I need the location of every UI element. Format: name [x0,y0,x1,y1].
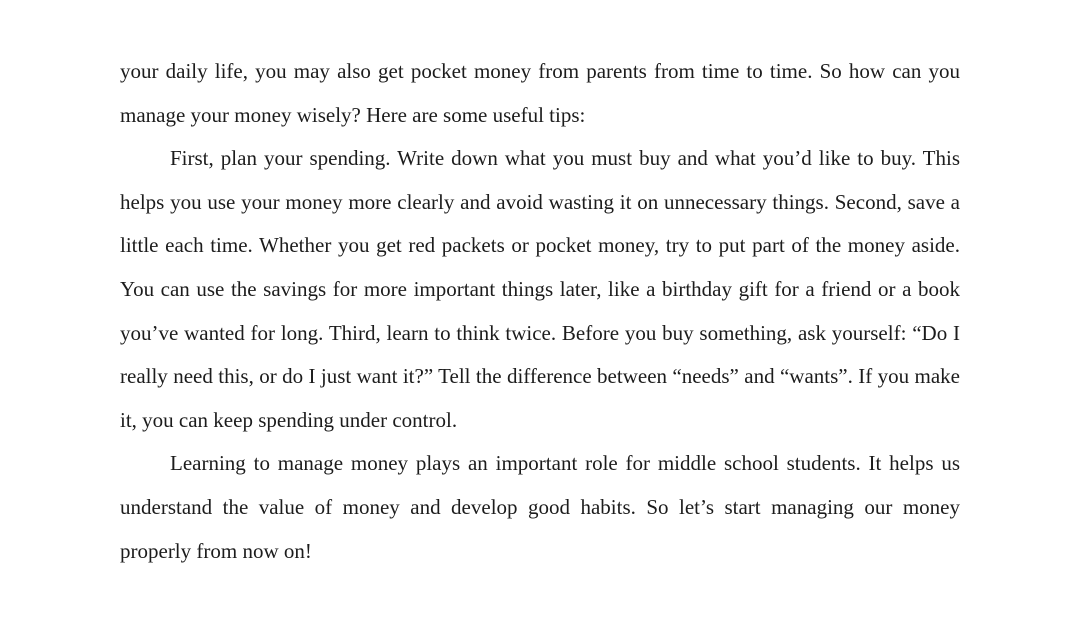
paragraph-intro-continued: your daily life, you may also get pocket money from parents from time to time. So how can you manage your money wisely? Here are some useful tips: [120,59,960,127]
paragraph-conclusion: Learning to manage money plays an important role for middle school students. It helps us understand the value of money and develop good habits. So let’s start managing our money properly from now on! [120,451,960,563]
paragraph-tips: First, plan your spending. Write down what you must buy and what you’d like to buy. This helps you use your money more clearly and avoid wasting it on unnecessary things. Second, save a little each time. Whether you get red packets or pocket money, try to put part of the money aside. You can use the savings for more important things later, like a birthday gift for a friend or a book you’ve wanted for long. Third, learn to think twice. Before you buy something, ask yourself: “Do I really need this, or do I just want it?” Tell the difference between “needs” and “wants”. If you make it, you can keep spending under control. [120,146,960,432]
document-body [120,50,960,573]
